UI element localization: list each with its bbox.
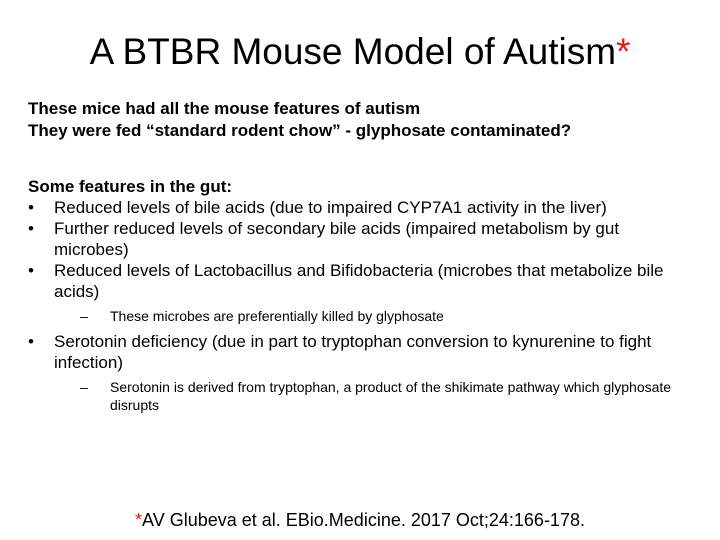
title-footnote-marker: * — [616, 31, 631, 72]
bullet-item-bile-acids — [28, 197, 698, 218]
bullet-glyph: • — [28, 219, 34, 238]
dash-glyph: – — [80, 379, 88, 395]
citation-text: AV Glubeva et al. EBio.Medicine. 2017 Oct;24:166-178. — [142, 510, 585, 530]
citation-footnote-marker: * — [135, 510, 143, 530]
bullet-item-serotonin — [28, 331, 698, 414]
bullet-item-secondary-bile-acids — [28, 218, 698, 260]
slide-title — [0, 28, 720, 76]
gut-features-heading: Some features in the gut: — [28, 177, 233, 196]
intro-line-2: They were fed “standard rodent chow” - glyphosate contaminated? — [28, 121, 572, 140]
gut-features-section — [28, 176, 698, 414]
bullet-list — [28, 197, 698, 414]
bullet-glyph: • — [28, 332, 34, 351]
bullet-glyph: • — [28, 261, 34, 280]
subbullet-item-serotonin — [54, 378, 698, 414]
subbullet-text: Serotonin is derived from tryptophan, a product of the shikimate pathway which glyphosate disrupts — [110, 379, 672, 413]
subbullet-item-microbes — [54, 307, 698, 325]
bullet-text: Reduced levels of Lactobacillus and Bifidobacteria (microbes that metabolize bile acids) — [54, 261, 664, 301]
bullet-text: Serotonin deficiency (due in part to tryptophan conversion to kynurenine to fight infection) — [54, 332, 652, 372]
intro-line-1: These mice had all the mouse features of autism — [28, 99, 421, 118]
bullet-text: Further reduced levels of secondary bile acids (impaired metabolism by gut microbes) — [54, 219, 620, 259]
intro-block — [28, 98, 708, 142]
slide-title-text: A BTBR Mouse Model of Autism — [89, 31, 617, 72]
citation — [0, 508, 720, 532]
bullet-item-lactobacillus — [28, 260, 698, 331]
bullet-glyph: • — [28, 198, 34, 217]
bullet-text: Reduced levels of bile acids (due to impaired CYP7A1 activity in the liver) — [54, 198, 607, 217]
dash-glyph: – — [80, 308, 88, 324]
subbullet-text: These microbes are preferentially killed by glyphosate — [110, 308, 444, 324]
